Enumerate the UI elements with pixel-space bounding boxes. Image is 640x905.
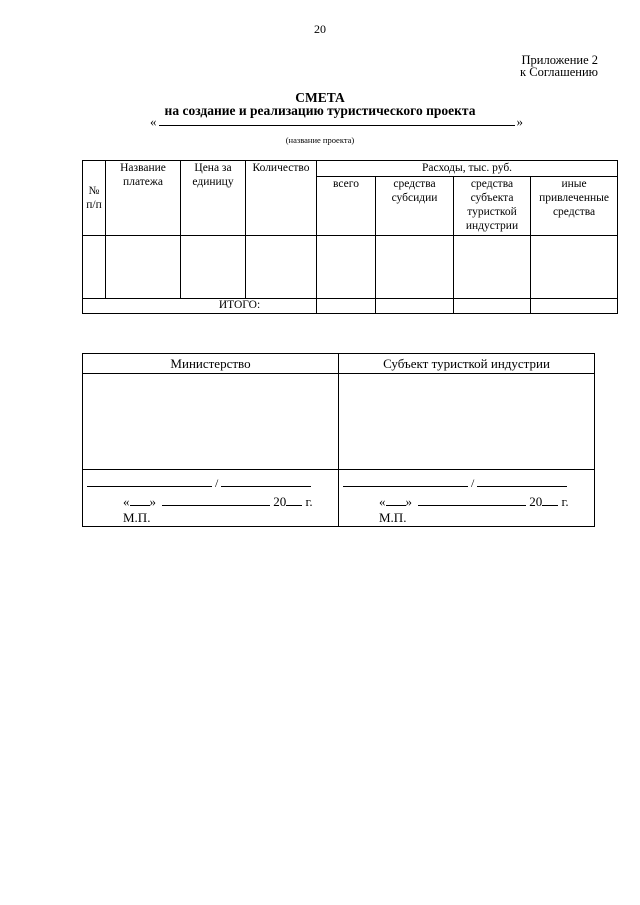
- table-row: [83, 236, 618, 299]
- total-cell[interactable]: [454, 299, 531, 314]
- col-other-header: иные привлеченные средства: [531, 177, 618, 236]
- ministry-signature-line[interactable]: /: [87, 476, 311, 491]
- signature-header-row: [83, 354, 595, 374]
- ministry-stamp-label: М.П.: [123, 510, 151, 525]
- ministry-date-line[interactable]: « » 20 г.: [123, 494, 313, 509]
- col-no-header: № п/п: [83, 161, 106, 236]
- col-subject-header: средства субъекта туристкой индустрии: [454, 177, 531, 236]
- header-row-1: [83, 161, 618, 177]
- cell[interactable]: [531, 236, 618, 299]
- page-number: 20: [314, 22, 326, 36]
- appendix-line-1: Приложение 2: [521, 53, 598, 67]
- document-title: СМЕТА: [295, 90, 345, 105]
- appendix-line-2: к Соглашению: [520, 65, 598, 79]
- col-qty-header: Количество: [246, 161, 317, 236]
- total-cell[interactable]: [317, 299, 376, 314]
- col-name-header: Название платежа: [106, 161, 181, 236]
- project-close-quote: »: [516, 114, 523, 129]
- total-label: ИТОГО:: [83, 299, 317, 314]
- cell[interactable]: [376, 236, 454, 299]
- document-subtitle: на создание и реализацию туристического проекта: [164, 103, 476, 118]
- subject-header: Субъект туристкой индустрии: [339, 354, 595, 374]
- cell[interactable]: [83, 236, 106, 299]
- total-cell[interactable]: [376, 299, 454, 314]
- signature-space-row: [83, 374, 595, 470]
- project-open-quote: «: [150, 114, 157, 129]
- signature-lines-row: [83, 470, 595, 527]
- expenses-header: Расходы, тыс. руб.: [317, 161, 618, 177]
- col-total-header: всего: [317, 177, 376, 236]
- ministry-signature-block: [83, 470, 339, 527]
- subject-signature-line[interactable]: /: [343, 476, 567, 491]
- cell[interactable]: [246, 236, 317, 299]
- total-cell[interactable]: [531, 299, 618, 314]
- total-row: [83, 299, 618, 314]
- ministry-header: Министерство: [83, 354, 339, 374]
- appendix-label: [520, 54, 598, 78]
- col-price-header: Цена за единицу: [181, 161, 246, 236]
- cell[interactable]: [181, 236, 246, 299]
- ministry-signature-area[interactable]: [83, 374, 339, 470]
- subject-signature-block: [339, 470, 595, 527]
- subject-signature-area[interactable]: [339, 374, 595, 470]
- project-name-field[interactable]: [150, 114, 523, 130]
- signature-table: [82, 353, 595, 527]
- project-name-line: [159, 114, 515, 126]
- cell[interactable]: [317, 236, 376, 299]
- estimate-table: [82, 160, 618, 314]
- cell[interactable]: [454, 236, 531, 299]
- col-subsidy-header: средства субсидии: [376, 177, 454, 236]
- project-name-hint: (название проекта): [285, 135, 355, 145]
- cell[interactable]: [106, 236, 181, 299]
- subject-stamp-label: М.П.: [379, 510, 407, 525]
- subject-date-line[interactable]: « » 20 г.: [379, 494, 569, 509]
